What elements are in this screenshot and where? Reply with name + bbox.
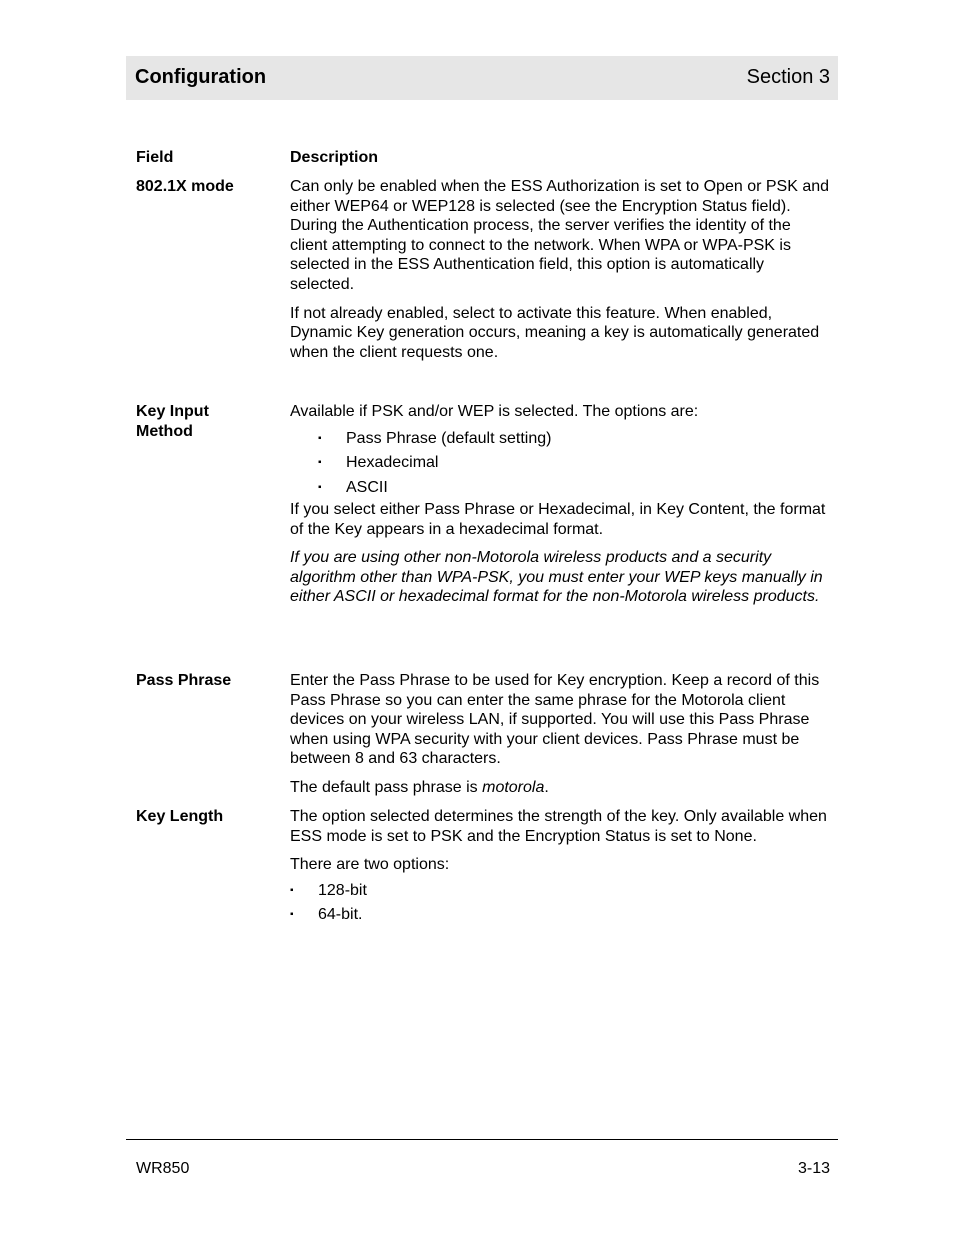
page-header bbox=[126, 56, 838, 100]
list-item: ▪ 64-bit. bbox=[290, 903, 830, 928]
footer-model: WR850 bbox=[136, 1160, 190, 1177]
paragraph: If you select either Pass Phrase or Hexadecimal, in Key Content, the format of the Key appears in a hexadecimal format. bbox=[290, 501, 826, 538]
bullet-icon: ▪ bbox=[318, 457, 322, 469]
footer-divider bbox=[126, 1139, 838, 1140]
chapter-title: Configuration bbox=[135, 66, 267, 88]
default-pass-phrase-value: motorola bbox=[482, 778, 545, 796]
field-key-input-method bbox=[136, 402, 209, 442]
footer-page-number: 3-13 bbox=[797, 1160, 830, 1177]
bullet-icon: ▪ bbox=[290, 909, 294, 921]
field-label-line: Method bbox=[136, 423, 193, 440]
field-column-heading: Field bbox=[136, 149, 174, 166]
description-key-input-method bbox=[290, 402, 830, 607]
field-pass-phrase: Pass Phrase bbox=[136, 672, 232, 689]
bullet-icon: ▪ bbox=[318, 432, 322, 444]
paragraph: The option selected determines the strength of the key. Only available when ESS mode is set to PSK and the Encryption Status is set to None. bbox=[290, 808, 827, 845]
description-column-heading: Description bbox=[290, 149, 379, 166]
bullet-icon: ▪ bbox=[290, 884, 294, 896]
field-802-1x-mode: 802.1X mode bbox=[136, 178, 234, 195]
paragraph: There are two options: bbox=[290, 856, 450, 874]
list-item: ▪ Hexadecimal bbox=[318, 451, 830, 476]
list-item: ▪ ASCII bbox=[318, 476, 830, 501]
paragraph: The default pass phrase is motorola. bbox=[290, 778, 549, 796]
description-key-length bbox=[290, 807, 830, 928]
description-pass-phrase bbox=[290, 671, 830, 798]
list-item: ▪ Pass Phrase (default setting) bbox=[318, 427, 830, 452]
field-key-length: Key Length bbox=[136, 808, 224, 825]
paragraph: Can only be enabled when the ESS Authorization is set to Open or PSK and either WEP64 or WEP128 is selected (see the Encryption Status field). During the Authentication process, the server verifies the identity of the client attempting to connect to the network. When WPA or WPA-PSK is selected in the ESS Authentication field, this option is automatically selected. bbox=[290, 178, 830, 293]
field-label-line: Key Input bbox=[136, 403, 209, 420]
key-length-options-list bbox=[290, 879, 830, 928]
section-label: Section 3 bbox=[746, 66, 830, 88]
description-802-1x-mode bbox=[290, 177, 830, 362]
paragraph: Available if PSK and/or WEP is selected. The options are: bbox=[290, 403, 699, 420]
paragraph: If not already enabled, select to activate this feature. When enabled, Dynamic Key generation occurs, meaning a key is automatically generated when the client requests one. bbox=[290, 304, 820, 361]
note-paragraph: If you are using other non-Motorola wireless products and a security algorithm other than WPA-PSK, you must enter your WEP keys manually in either ASCII or hexadecimal format for the non-Motorola wireless products. bbox=[290, 549, 823, 606]
list-item: ▪ 128-bit bbox=[290, 879, 830, 904]
paragraph: Enter the Pass Phrase to be used for Key encryption. Keep a record of this Pass Phrase so you can enter the same phrase for the Motorola client devices on your wireless LAN, if supported. You will use this Pass Phrase when using WPA security with your client devices. Pass Phrase must be between 8 and 63 characters. bbox=[290, 672, 820, 768]
bullet-icon: ▪ bbox=[318, 481, 322, 493]
key-input-options-list bbox=[318, 427, 830, 501]
